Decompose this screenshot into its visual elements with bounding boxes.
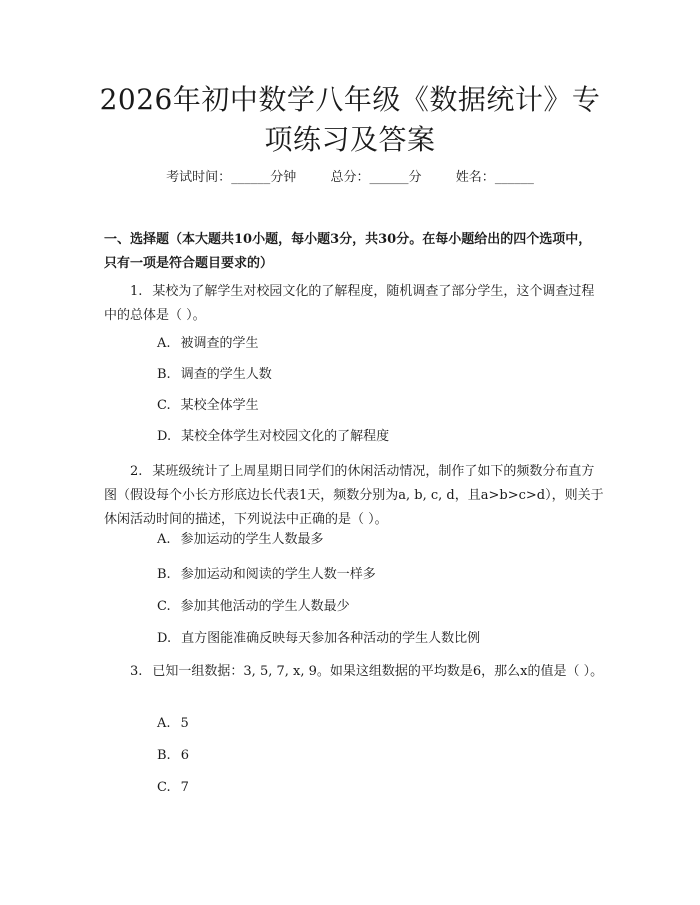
question-3	[104, 660, 604, 684]
option-text: 参加运动和阅读的学生人数一样多	[180, 567, 376, 582]
option-2a	[157, 530, 597, 550]
option-letter: C.	[157, 398, 171, 413]
question-2	[104, 460, 604, 532]
option-1d	[157, 427, 597, 447]
option-1c	[157, 396, 597, 416]
exam-time-blank: ______	[231, 170, 271, 185]
option-3c	[157, 778, 597, 798]
name-blank: ______	[494, 170, 534, 185]
score-blank: ______	[369, 170, 409, 185]
option-letter: D.	[157, 429, 172, 444]
score-label: 总分：	[330, 170, 370, 185]
option-letter: A.	[157, 336, 171, 351]
option-letter: B.	[157, 567, 171, 582]
section-heading: 一、选择题（本大题共10小题，每小题3分，共30分。在每小题给出的四个选项中，只有一项是符合题目要求的）	[104, 232, 592, 271]
option-letter: A.	[157, 532, 171, 547]
question-number: 3.	[130, 664, 143, 679]
question-number: 2.	[130, 464, 143, 479]
exam-info-line	[100, 168, 600, 188]
exam-time-label: 考试时间：	[166, 170, 232, 185]
name-label: 姓名：	[455, 170, 495, 185]
question-1	[104, 280, 604, 328]
option-letter: C.	[157, 780, 171, 795]
option-letter: C.	[157, 599, 171, 614]
option-2b	[157, 565, 597, 585]
option-text: 7	[180, 780, 189, 795]
option-text: 参加运动的学生人数最多	[180, 532, 324, 547]
option-letter: B.	[157, 367, 171, 382]
option-1b	[157, 365, 597, 385]
option-text: 被调查的学生	[180, 336, 259, 351]
question-number: 1.	[130, 284, 143, 299]
option-2c	[157, 597, 597, 617]
exam-time-unit: 分钟	[270, 170, 297, 185]
option-text: 参加其他活动的学生人数最少	[180, 599, 350, 614]
option-letter: D.	[157, 631, 172, 646]
option-3b	[157, 746, 597, 766]
page-title: 2026年初中数学八年级《数据统计》专项练习及答案	[99, 83, 601, 156]
option-2d	[157, 629, 597, 649]
question-text: 已知一组数据：3, 5, 7, x, 9。如果这组数据的平均数是6，那么x的值是（ ）。	[152, 664, 604, 679]
question-text: 某校为了解学生对校园文化的了解程度，随机调查了部分学生，这个调查过程中的总体是（ ）。	[104, 284, 595, 323]
option-text: 某校全体学生对校园文化的了解程度	[181, 429, 390, 444]
option-3a	[157, 714, 597, 734]
option-text: 6	[180, 748, 189, 763]
score-unit: 分	[408, 170, 422, 185]
option-text: 直方图能准确反映每天参加各种活动的学生人数比例	[181, 631, 481, 646]
option-text: 5	[180, 716, 189, 731]
question-text: 某班级统计了上周星期日同学们的休闲活动情况，制作了如下的频数分布直方图（假设每个小长方形底边长代表1天，频数分别为a, b, c, d，且a>b>c>d），则关于休闲活动时间的描述，下列说法中正确的是（ ）。	[104, 464, 604, 527]
option-letter: A.	[157, 716, 171, 731]
option-letter: B.	[157, 748, 171, 763]
option-1a	[157, 334, 597, 354]
option-text: 某校全体学生	[180, 398, 259, 413]
option-text: 调查的学生人数	[180, 367, 272, 382]
